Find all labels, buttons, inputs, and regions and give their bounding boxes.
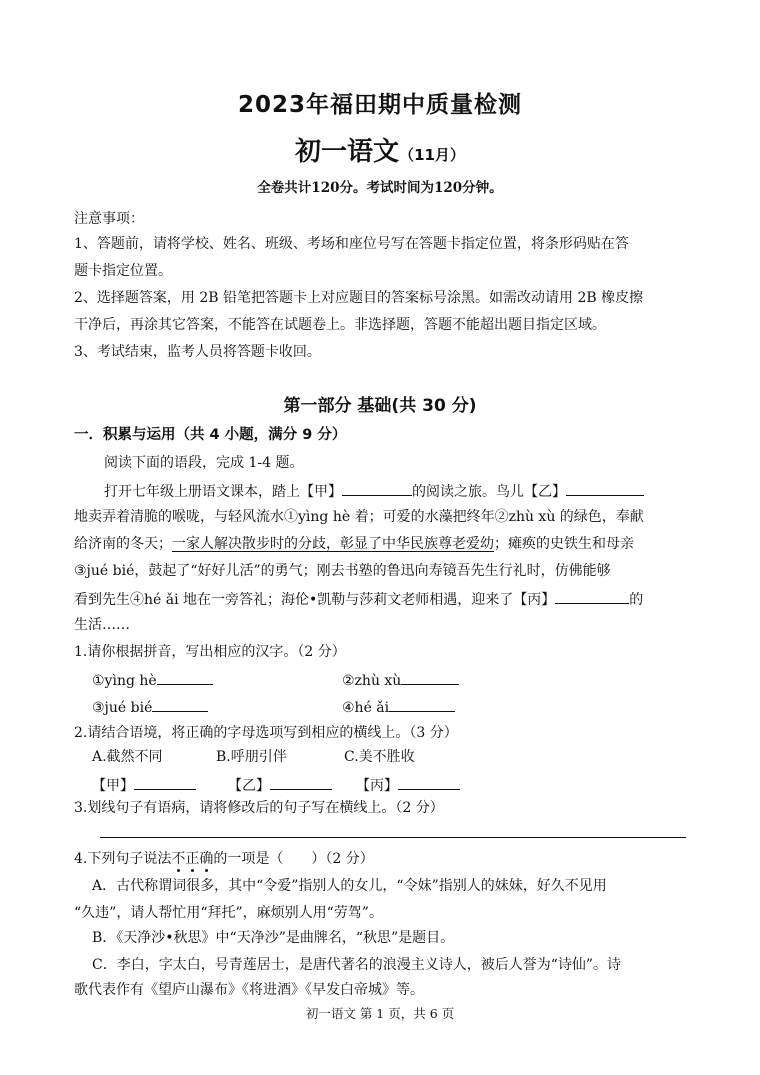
reading-instruction: 阅读下面的语段，完成 1-4 题。 bbox=[104, 455, 304, 471]
passage-line-1 bbox=[104, 481, 644, 501]
blank-jia[interactable] bbox=[342, 481, 412, 496]
passage-line-1-b: 的阅读之旅。鸟儿【乙】 bbox=[412, 484, 566, 500]
passage-line-5 bbox=[74, 589, 643, 609]
notice-item-2-line-2: 干净后，再涂其它答案，不能答在试题卷上。非选择题，答题不能超出题目指定区域。 bbox=[74, 317, 606, 333]
q4-option-a-line-1: A．古代称谓词很多，其中“令爱”指别人的女儿，“令妹”指别人的妹妹，好久不见用 bbox=[92, 878, 607, 894]
blank-bing[interactable] bbox=[555, 589, 629, 604]
q4-stem-a: 4.下列句子说法 bbox=[74, 851, 172, 867]
q2-option-c: C.美不胜收 bbox=[344, 749, 415, 765]
question-4-stem bbox=[74, 850, 374, 868]
q2-answer-jia bbox=[92, 775, 196, 795]
q1-item-d bbox=[342, 697, 455, 717]
q1-item-a-label: ①yìng hè bbox=[92, 673, 157, 689]
q2-blank-jia[interactable] bbox=[134, 775, 196, 790]
score-time-line: 全卷共计120分。考试时间为120分钟。 bbox=[257, 180, 503, 196]
passage-line-3-a: 给济南的冬天； bbox=[74, 536, 172, 552]
question-1-stem: 1.请你根据拼音，写出相应的汉字。（2 分） bbox=[74, 644, 346, 660]
passage-line-3-b: ；瘫痪的史铁生和母亲 bbox=[494, 536, 634, 552]
q4-emphasis-2: 正 bbox=[185, 851, 200, 867]
q1-item-b-label: ②zhù xù bbox=[342, 673, 402, 689]
q2-label-yi: 【乙】 bbox=[228, 778, 270, 794]
subject-name: 初一语文 bbox=[295, 137, 400, 167]
notice-item-2-line-1: 2、选择题答案，用 2B 铅笔把答题卡上对应题目的答案标号涂黑。如需改动请用 2B 橡皮擦 bbox=[74, 290, 644, 306]
q2-answer-bing bbox=[356, 775, 460, 795]
question-2-stem: 2.请结合语境，将正确的字母选项写到相应的横线上。（3 分） bbox=[74, 725, 458, 741]
question-3-stem: 3.划线句子有语病，请将修改后的句子写在横线上。（2 分） bbox=[74, 800, 444, 816]
q2-label-jia: 【甲】 bbox=[92, 778, 134, 794]
q4-stem-b: 的一项是（ ）（2 分） bbox=[213, 851, 374, 867]
section-1-title: 一．积累与运用（共 4 小题，满分 9 分） bbox=[74, 427, 347, 443]
q1-answer-a[interactable] bbox=[157, 670, 213, 685]
q4-emphasis-3: 确 bbox=[199, 851, 214, 867]
notice-heading: 注意事项： bbox=[74, 211, 144, 227]
exam-month: （11月） bbox=[399, 146, 465, 164]
q2-label-bing: 【丙】 bbox=[356, 778, 398, 794]
exam-title: 2023年福田期中质量检测 bbox=[237, 92, 522, 118]
q4-option-b: B．《天净沙•秋思》中“天净沙”是曲牌名，“秋思”是题目。 bbox=[92, 930, 455, 946]
q1-item-c bbox=[92, 697, 208, 717]
page-footer: 初一语文 第 1 页，共 6 页 bbox=[305, 1006, 455, 1021]
q1-item-a bbox=[92, 670, 213, 690]
notice-item-3: 3、考试结束，监考人员将答题卡收回。 bbox=[74, 344, 321, 360]
q4-option-c-line-1: C．李白，字太白，号青莲居士，是唐代著名的浪漫主义诗人，被后人誉为“诗仙”。诗 bbox=[92, 957, 622, 973]
passage-line-1-a: 打开七年级上册语文课本，踏上【甲】 bbox=[104, 484, 342, 500]
q4-option-c-line-2: 歌代表作有《望庐山瀑布》《将进酒》《早发白帝城》等。 bbox=[74, 982, 424, 998]
q1-answer-c[interactable] bbox=[152, 697, 208, 712]
q4-option-a-line-2: “久违”，请人帮忙用“拜托”，麻烦别人用“劳驾”。 bbox=[74, 905, 383, 921]
q1-answer-b[interactable] bbox=[401, 670, 459, 685]
q1-item-c-label: ③jué bié bbox=[92, 700, 153, 716]
q2-answer-yi bbox=[228, 775, 332, 795]
q3-answer-line[interactable] bbox=[100, 837, 686, 838]
blank-yi[interactable] bbox=[566, 481, 644, 496]
underlined-sentence: 一家人解决散步时的分歧，彰显了中华民族尊老爱幼 bbox=[172, 536, 494, 552]
passage-line-2: 地卖弄着清脆的喉咙，与轻风流水①yìng hè 着；可爱的水藻把终年②zhù xù 的绿色，奉献 bbox=[74, 509, 644, 525]
passage-line-5-b: 的 bbox=[629, 592, 644, 608]
passage-line-3 bbox=[74, 535, 634, 553]
notice-item-1-line-2: 题卡指定位置。 bbox=[74, 263, 172, 279]
q2-option-a: A.截然不同 bbox=[92, 749, 163, 765]
q1-answer-d[interactable] bbox=[389, 697, 455, 712]
q2-blank-yi[interactable] bbox=[270, 775, 332, 790]
passage-line-4: ③jué bié，鼓起了“好好儿活”的勇气；刚去书塾的鲁迅向寿镜吾先生行礼时，仿佛能够 bbox=[74, 563, 611, 579]
q2-blank-bing[interactable] bbox=[398, 775, 460, 790]
q4-emphasis-1: 不 bbox=[171, 851, 186, 867]
subject-title bbox=[0, 131, 760, 168]
notice-item-1-line-1: 1、答题前，请将学校、姓名、班级、考场和座位号写在答题卡指定位置，将条形码贴在答 bbox=[74, 236, 629, 252]
q2-option-b: B.呼朋引伴 bbox=[216, 749, 287, 765]
q1-item-b bbox=[342, 670, 459, 690]
passage-line-6: 生活…… bbox=[74, 617, 130, 633]
passage-line-5-a: 看到先生④hé ǎi 地在一旁答礼；海伦•凯勒与莎莉文老师相遇，迎来了【丙】 bbox=[74, 592, 556, 608]
q1-item-d-label: ④hé ǎi bbox=[342, 700, 390, 716]
part-1-title: 第一部分 基础(共 30 分) bbox=[283, 396, 477, 416]
